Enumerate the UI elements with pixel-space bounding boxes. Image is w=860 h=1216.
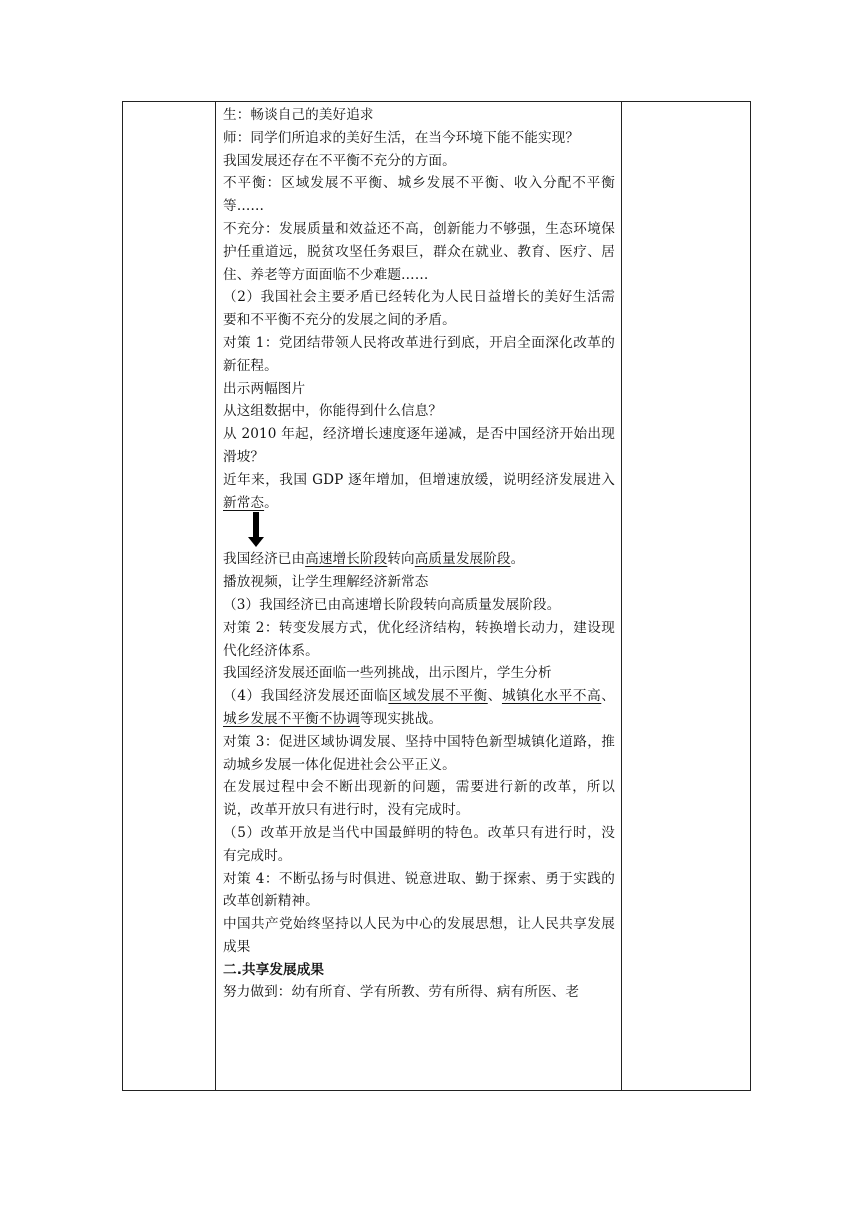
paragraph: 努力做到：幼有所育、学有所教、劳有所得、病有所医、老 — [223, 984, 580, 1001]
paragraph: （2）我国社会主要矛盾已经转化为人民日益增长的美好生活需要和不平衡不充分的发展之间的矛盾。 — [223, 289, 615, 329]
section-heading: 二.共享发展成果 — [223, 961, 325, 978]
underlined-term: 城乡发展不平衡不协调 — [223, 710, 360, 727]
text-run: 转向 — [387, 551, 415, 568]
paragraph: （5）改革开放是当代中国最鲜明的特色。改革只有进行时，没有完成时。 — [223, 824, 615, 864]
paragraph: 从 2010 年起，经济增长速度逐年递减，是否中国经济开始出现滑坡？ — [223, 426, 615, 465]
paragraph: 不平衡：区域发展不平衡、城乡发展不平衡、收入分配不平衡等…… — [223, 175, 615, 215]
left-column-cell — [123, 102, 216, 1091]
paragraph: 出示两幅图片 — [223, 380, 306, 397]
paragraph — [223, 685, 615, 731]
paragraph: 播放视频，让学生理解经济新常态 — [223, 574, 429, 591]
text-run: 等现实挑战。 — [359, 710, 443, 727]
paragraph: 对策 2：转变发展方式，优化经济结构，转换增长动力，建设现代化经济体系。 — [223, 619, 615, 659]
paragraph: 不充分：发展质量和效益还不高，创新能力不够强，生态环境保护任重道远，脱贫攻坚任务艰巨，群众在就业、教育、医疗、居住、养老等方面面临不少难题…… — [223, 220, 615, 283]
text-run: 近年来，我国 GDP 逐年增加，但增速放缓，说明经济发展进入 — [223, 471, 615, 488]
paragraph: 对策 4：不断弘扬与时俱进、锐意进取、勤于探索、勇于实践的改革创新精神。 — [223, 870, 615, 910]
arrow-down-icon — [253, 512, 259, 538]
underlined-term: 高速增长阶段 — [305, 551, 388, 568]
paragraph: 我国经济发展还面临一些列挑战，出示图片，学生分析 — [223, 665, 552, 682]
text-run: 、 — [487, 688, 502, 705]
right-column-cell — [622, 102, 751, 1091]
underlined-term: 高质量发展阶段 — [414, 551, 511, 568]
content-column-cell — [216, 102, 622, 1091]
lesson-content — [216, 102, 621, 1004]
underlined-term: 城镇化水平不高 — [501, 688, 602, 705]
table-row — [123, 102, 751, 1091]
lesson-plan-table — [122, 101, 751, 1091]
paragraph — [223, 548, 615, 571]
arrow-down-container — [223, 514, 615, 548]
text-run: （4）我国经济发展还面临 — [223, 688, 389, 705]
paragraph: 在发展过程中会不断出现新的问题，需要进行新的改革，所以说，改革开放只有进行时，没有完成时。 — [223, 779, 615, 819]
paragraph: 对策 1：党团结带领人民将改革进行到底，开启全面深化改革的新征程。 — [223, 334, 615, 374]
paragraph: 师：同学们所追求的美好生活，在当今环境下能不能实现？ — [223, 129, 580, 146]
paragraph: （3）我国经济已由高速增长阶段转向高质量发展阶段。 — [223, 596, 561, 613]
text-run: 、 — [601, 688, 615, 705]
text-run: 我国经济已由 — [223, 551, 306, 568]
paragraph: 从这组数据中，你能得到什么信息？ — [223, 403, 443, 420]
paragraph: 对策 3：促进区域协调发展、坚持中国特色新型城镇化道路，推动城乡发展一体化促进社会公平正义。 — [223, 733, 615, 773]
paragraph: 我国发展还存在不平衡不充分的方面。 — [223, 152, 456, 169]
text-run: 。 — [264, 494, 278, 511]
text-run: 。 — [510, 551, 525, 568]
underlined-term: 新常态 — [223, 494, 265, 511]
underlined-term: 区域发展不平衡 — [388, 688, 488, 705]
paragraph: 生：畅谈自己的美好追求 — [223, 107, 374, 123]
paragraph — [223, 469, 615, 515]
paragraph: 中国共产党始终坚持以人民为中心的发展思想，让人民共享发展成果 — [223, 916, 615, 955]
